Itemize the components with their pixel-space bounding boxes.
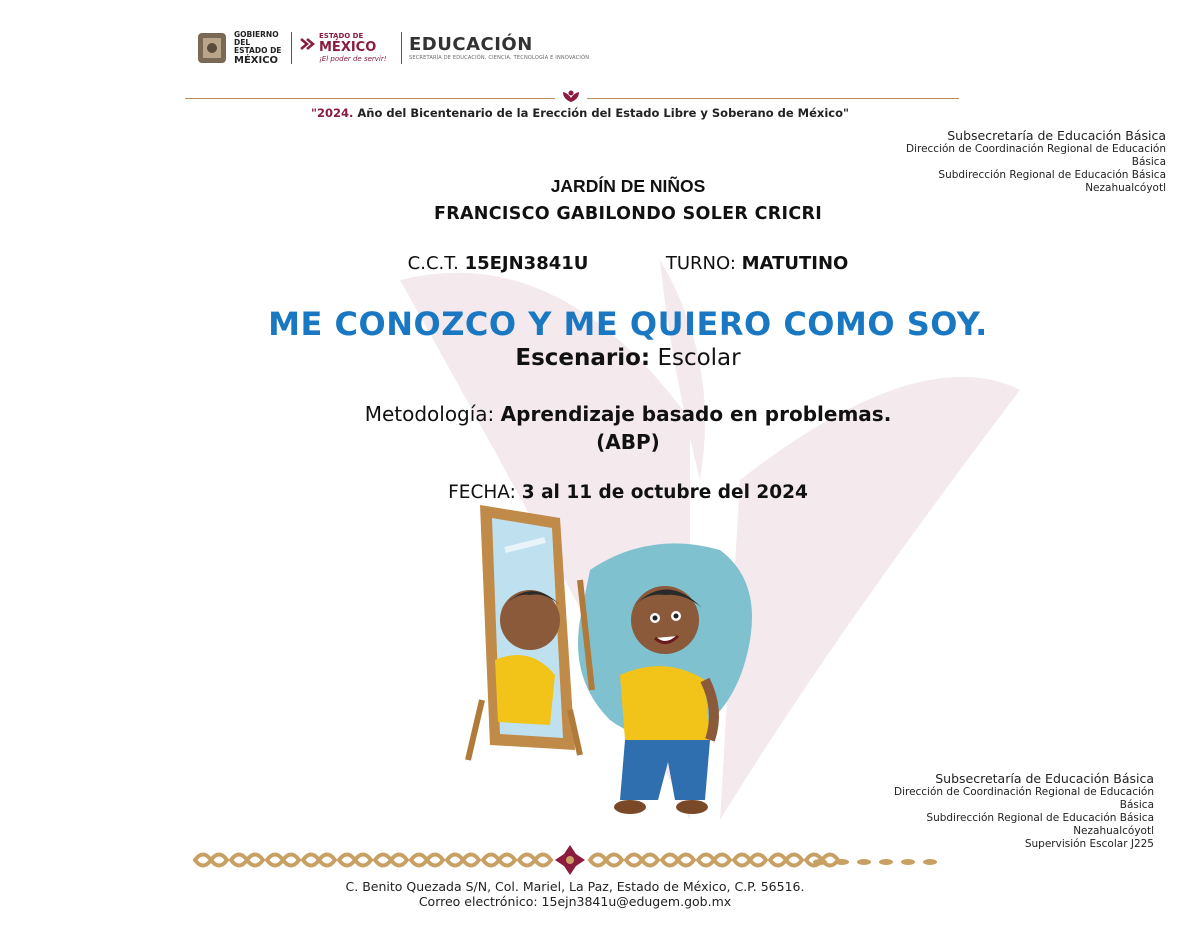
year-motto [180,106,980,120]
ornament-motif [411,855,443,866]
ornament-motif [698,855,730,866]
top-info-line-1: Subsecretaría de Educación Básica [947,128,1166,143]
education-title: EDUCACIÓN [409,34,533,55]
turno-label: TURNO: [665,253,736,274]
header-rule-right [587,98,959,99]
bottom-info-line-1: Subsecretaría de Educación Básica [935,771,1154,786]
ornament-motif [770,855,802,866]
edomex-slogan: ¡El poder de servir! [319,55,387,63]
cct-label: C.C.T. [407,253,459,274]
ornament-motif [662,855,694,866]
ornament-motif [231,855,263,866]
edomex-small-text: ESTADO DE [319,32,364,40]
header-rule-left [185,98,555,99]
top-info-line-5: Nezahualcóyotl [1085,182,1166,194]
year-motto-year: "2024. [311,106,354,120]
year-motto-text: Año del Bicentenario de la Erección del Estado Libre y Soberano de México" [353,106,849,120]
turno-value: MATUTINO [741,253,849,274]
edomex-logo [299,33,394,63]
header-divider [291,32,292,64]
education-logo [409,35,589,61]
floral-icon [561,89,581,103]
ornament-leaf [857,859,871,865]
bottom-info-block [814,771,1154,851]
scenario-row [0,345,1200,371]
header-logos [196,30,589,66]
ornament-motif [375,855,407,866]
state-shield-icon [196,31,228,65]
government-text [234,31,284,66]
ornament-motif [447,855,479,866]
gov-line-1: GOBIERNO DEL [234,29,279,47]
top-info-line-4: Subdirección Regional de Educación Básica [938,169,1166,181]
scenario-label: Escenario: [515,345,651,371]
school-type: JARDÍN DE NIÑOS [550,176,706,196]
ornament-border-icon [190,843,950,877]
top-info-line-2: Dirección de Coordinación Regional de Educación [905,143,1166,155]
edomex-large-text: MÉXICO [319,40,377,55]
education-subtitle: SECRETARÍA DE EDUCACIÓN, CIENCIA, TECNOLOGÍA E INNOVACIÓN [409,55,590,61]
methodology-value: Aprendizaje basado en problemas. [500,402,892,426]
ornament-leaf [923,859,937,865]
methodology-label: Metodología: [364,402,495,426]
bottom-info-line-5: Nezahualcóyotl [1073,825,1154,837]
bottom-info-line-3: Básica [1119,799,1154,811]
ornament-motif [267,855,299,866]
cct-row [0,253,1200,274]
header-divider-2 [401,32,402,64]
ornament-leaf [901,859,915,865]
bottom-info-line-2: Dirección de Coordinación Regional de Educación [893,786,1154,798]
date-value: 3 al 11 de octubre del 2024 [521,482,808,503]
school-name: FRANCISCO GABILONDO SOLER CRICRI [433,204,823,224]
ornament-leaf [813,859,827,865]
footer-email: Correo electrónico: 15ejn3841u@edugem.gob.mx [418,894,732,909]
ornament-motif [734,855,766,866]
methodology-abbr: (ABP) [596,430,660,454]
footer-address: C. Benito Quezada S/N, Col. Mariel, La Paz, Estado de México, C.P. 56516. [345,879,805,894]
ornament-motif [626,855,658,866]
ornament-motif [483,855,515,866]
scenario-value: Escolar [657,345,741,371]
child-mirror-illustration [420,500,760,830]
project-title: ME CONOZCO Y ME QUIERO COMO SOY. [268,305,988,343]
ornament-motif [519,855,551,866]
edomex-logo-icon [299,35,319,53]
ornament-leaf [879,859,893,865]
ornament-leaf [835,859,849,865]
gov-line-3: MÉXICO [234,54,279,66]
date-label: FECHA: [448,482,516,503]
ornament-motif [590,855,622,866]
cct-value: 15EJN3841U [464,253,589,274]
methodology-row [0,402,1200,426]
bottom-info-line-6: Supervisión Escolar J225 [1024,838,1154,850]
top-info-line-3: Básica [1131,156,1166,168]
ornament-motif [303,855,335,866]
bottom-info-line-4: Subdirección Regional de Educación Básica [926,812,1154,824]
ornament-motif [195,855,227,866]
ornament-motif [339,855,371,866]
gov-line-2: ESTADO DE [234,45,282,55]
